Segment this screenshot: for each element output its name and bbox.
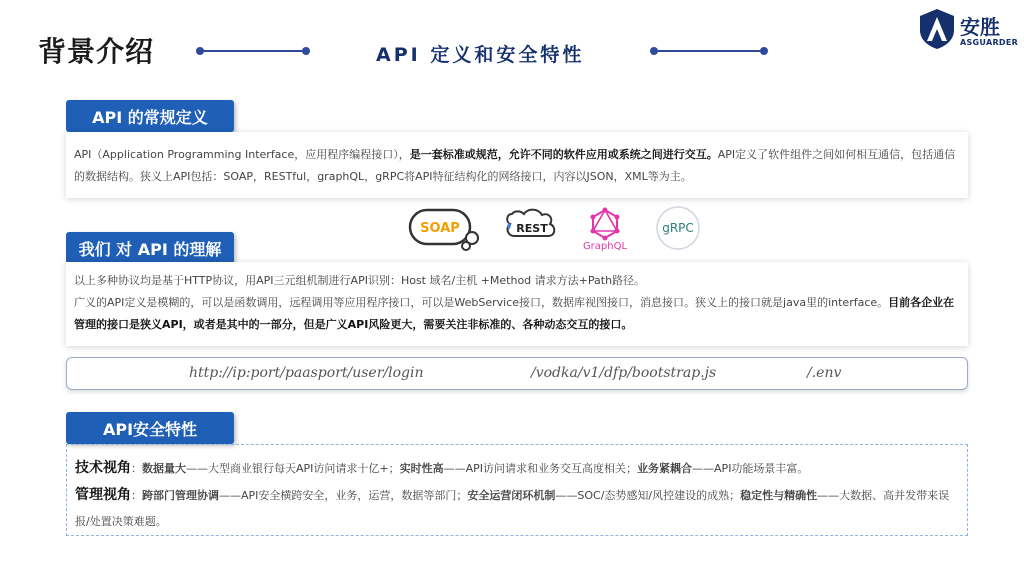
definition-card [66, 132, 968, 198]
title-divider-left [198, 50, 308, 52]
url-example-bootstrap: /vodka/v1/dfp/bootstrap.js [531, 365, 717, 381]
page-title: 背景介绍 [38, 35, 155, 68]
grpc-icon [654, 205, 702, 251]
url-example-login: http://ip:port/paasport/user/login [189, 365, 424, 381]
soap-logo [408, 204, 484, 252]
definition-text: API（Application Programming Interface，应用程序编程接口），是一套标准或规范，允许不同的软件应用或系统之间进行交互。API定义了软件组件之间如何相互通信，包括通信的数据结构。狭义上API包括：SOAP，RESTful，graphQL，gRPC将API特征结构化的网络接口，内容以JSON，XML等为主。 [74, 148, 956, 183]
understanding-card [66, 262, 968, 346]
svg-text:REST: REST [516, 222, 548, 235]
graphql-logo [576, 204, 634, 254]
rest-icon [502, 206, 560, 250]
section-tab-understanding: 我们 对 API 的理解 [66, 232, 234, 264]
logo-text-en: ASGUARDER [960, 38, 1019, 47]
graphql-label: GraphQL [582, 240, 628, 252]
mgmt-perspective-line: 管理视角：跨部门管理协调——API安全横跨安全，业务，运营，数据等部门；安全运营闭环机制——SOC/态势感知/风控建设的成熟；稳定性与精确性——大数据、高并发带来误报/处置决策难题。 [75, 487, 950, 528]
svg-text:SOAP: SOAP [420, 221, 460, 236]
understanding-text: 以上多种协议均是基于HTTP协议，用API三元组机制进行API识别：Host 域名/主机 +Method 请求方法+Path路径。 广义的API定义是模糊的，可以是函数调用，远程调用等应用程序接口，可以是WebService接口，数据库视图接口，消息接口。狭义上的接口就是java里的interface。目前各企业在管理的接口是狭义API，或者是其中的一部分，但是广义API风险更大，需要关注非标准的、各种动态交互的接口。 [74, 274, 955, 331]
graphql-icon [588, 207, 622, 241]
title-divider-right [652, 50, 766, 52]
svg-text:gRPC: gRPC [662, 221, 694, 235]
rest-logo [502, 206, 560, 250]
section-tab-definition: API 的常规定义 [66, 100, 234, 132]
page-subtitle: API 定义和安全特性 [376, 44, 585, 66]
tech-perspective-line: 技术视角：数据量大——大型商业银行每天API访问请求十亿+；实时性高——API访问请求和业务交互高度相关；业务紧耦合——API功能场景丰富。 [75, 460, 809, 476]
company-logo [918, 8, 1019, 50]
section-tab-security: API安全特性 [66, 412, 234, 444]
grpc-logo [652, 205, 704, 251]
shield-logo-icon [918, 8, 956, 50]
security-features-box [66, 444, 968, 536]
url-examples-bar [66, 357, 968, 390]
url-example-env: /.env [807, 365, 842, 381]
soap-icon [408, 204, 484, 252]
logo-text-cn: 安胜 [960, 15, 1000, 39]
